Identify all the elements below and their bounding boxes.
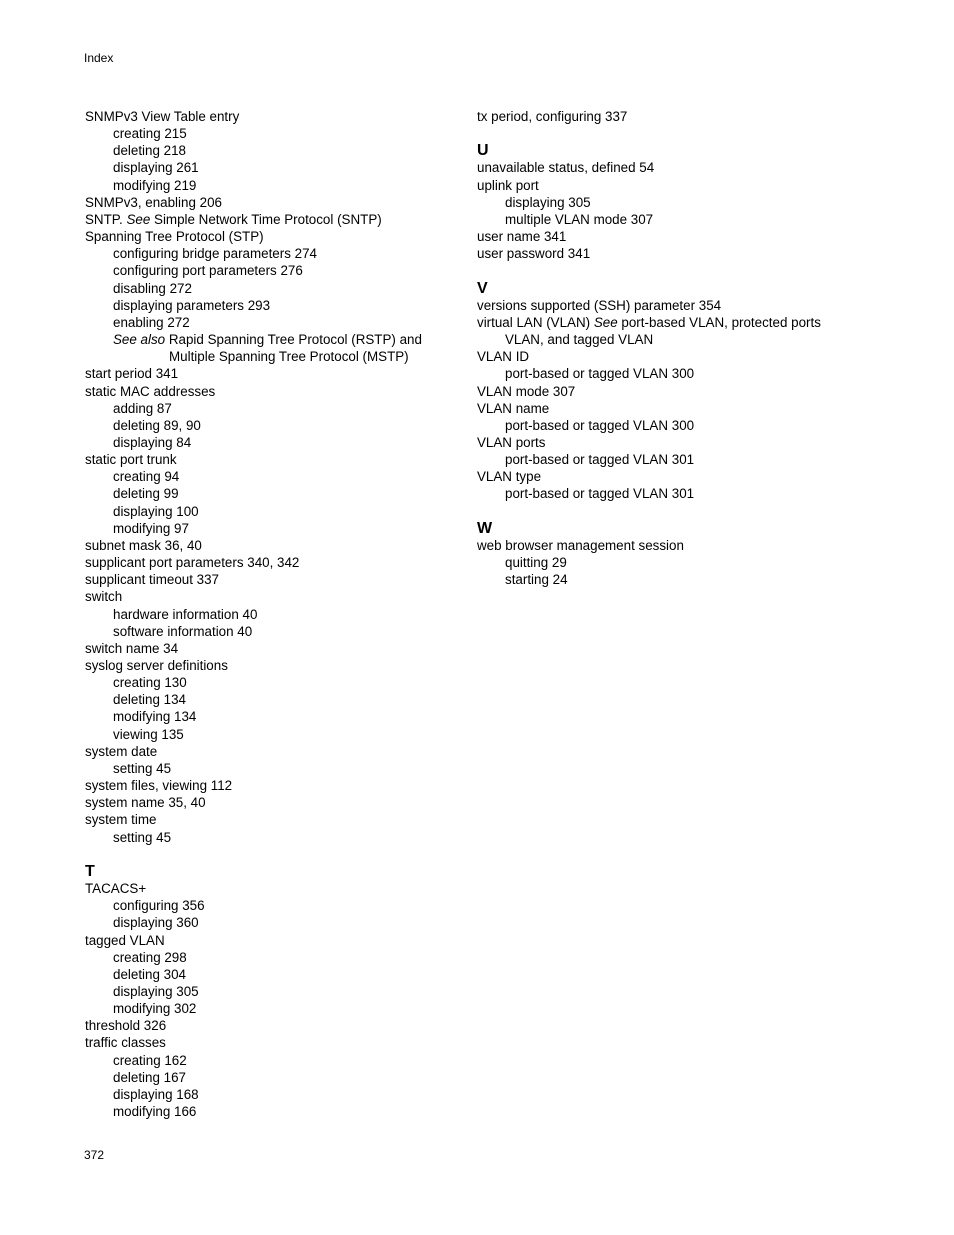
index-entry: supplicant timeout 337: [85, 572, 219, 588]
section-letter: U: [477, 142, 489, 160]
index-subentry: deleting 134: [113, 692, 186, 708]
index-entry: system time: [85, 812, 157, 828]
index-subentry: enabling 272: [113, 314, 190, 330]
index-subentry: creating 162: [113, 1052, 187, 1068]
index-subentry: adding 87: [113, 400, 172, 416]
index-entry: [85, 211, 460, 228]
index-continuation: VLAN, and tagged VLAN: [505, 332, 654, 348]
index-entry: user name 341: [477, 229, 567, 245]
index-entry: VLAN ports: [477, 434, 546, 450]
page-number: 372: [84, 1148, 105, 1162]
index-entry: VLAN type: [477, 469, 542, 485]
index-subentry: port-based or tagged VLAN 301: [505, 452, 695, 468]
index-subentry: creating 298: [113, 949, 187, 965]
index-subentry: displaying parameters 293: [113, 297, 271, 313]
index-continuation: Multiple Spanning Tree Protocol (MSTP): [169, 349, 409, 365]
see-reference: See: [593, 314, 618, 330]
index-entry: threshold 326: [85, 1018, 167, 1034]
index-column-left: [85, 108, 460, 1120]
index-entry: system name 35, 40: [85, 795, 206, 811]
index-subentry: creating 130: [113, 675, 187, 691]
index-entry: static port trunk: [85, 452, 177, 468]
index-subentry: port-based or tagged VLAN 300: [505, 417, 695, 433]
index-entry: web browser management session: [477, 537, 684, 553]
index-column-right: [477, 108, 877, 588]
see-reference: See: [126, 211, 151, 227]
index-subentry: displaying 305: [505, 194, 591, 210]
index-entry: start period 341: [85, 366, 179, 382]
cross-reference: Rapid Spanning Tree Protocol (RSTP) and: [168, 332, 422, 348]
index-subentry: port-based or tagged VLAN 301: [505, 486, 695, 502]
index-subentry: modifying 302: [113, 1001, 197, 1017]
index-entry: system date: [85, 743, 158, 759]
index-subentry: setting 45: [113, 760, 172, 776]
index-subentry: displaying 305: [113, 983, 199, 999]
index-subentry: quitting 29: [505, 555, 567, 571]
index-subentry: viewing 135: [113, 726, 184, 742]
index-subentry: deleting 218: [113, 143, 186, 159]
index-subentry: [85, 331, 460, 348]
entry-term: SNTP.: [85, 211, 123, 227]
index-entry: VLAN name: [477, 400, 550, 416]
index-subentry: creating 94: [113, 469, 180, 485]
index-entry: uplink port: [477, 177, 539, 193]
index-entry: VLAN ID: [477, 349, 530, 365]
index-entry: [477, 314, 877, 331]
index-subentry: deleting 99: [113, 486, 179, 502]
index-entry: VLAN mode 307: [477, 383, 576, 399]
index-entry: TACACS+: [85, 881, 147, 897]
index-entry: system files, viewing 112: [85, 778, 233, 794]
index-subentry: software information 40: [113, 623, 253, 639]
index-entry: Spanning Tree Protocol (STP): [85, 229, 264, 245]
index-subentry: displaying 84: [113, 434, 192, 450]
index-subentry: displaying 360: [113, 915, 199, 931]
index-entry: subnet mask 36, 40: [85, 537, 202, 553]
index-subentry: displaying 100: [113, 503, 199, 519]
index-subentry: modifying 166: [113, 1104, 197, 1120]
cross-reference: port-based VLAN, protected ports: [621, 314, 821, 330]
index-entry: switch: [85, 589, 123, 605]
section-letter: T: [85, 862, 95, 880]
index-subentry: modifying 219: [113, 177, 197, 193]
entry-term: virtual LAN (VLAN): [477, 314, 591, 330]
index-entry: tx period, configuring 337: [477, 109, 628, 124]
index-subentry: configuring bridge parameters 274: [113, 246, 317, 262]
index-subentry: configuring 356: [113, 898, 205, 914]
index-entry: static MAC addresses: [85, 383, 216, 399]
index-subentry: deleting 89, 90: [113, 417, 201, 433]
index-subentry: multiple VLAN mode 307: [505, 211, 654, 227]
index-subentry: displaying 168: [113, 1086, 199, 1102]
see-also-reference: See also: [113, 332, 166, 348]
section-letter: V: [477, 279, 488, 297]
index-entry: versions supported (SSH) parameter 354: [477, 297, 722, 313]
index-subentry: hardware information 40: [113, 606, 258, 622]
index-subentry: setting 45: [113, 829, 172, 845]
index-entry: SNMPv3 View Table entry: [85, 109, 240, 124]
running-header: Index: [84, 51, 114, 65]
index-subentry: modifying 97: [113, 520, 189, 536]
index-entry: unavailable status, defined 54: [477, 160, 655, 176]
index-subentry: disabling 272: [113, 280, 192, 296]
index-entry: traffic classes: [85, 1035, 166, 1051]
index-entry: syslog server definitions: [85, 658, 228, 673]
section-letter: W: [477, 519, 493, 537]
index-entry: user password 341: [477, 246, 591, 262]
index-subentry: displaying 261: [113, 160, 199, 176]
index-subentry: starting 24: [505, 572, 568, 588]
index-subentry: creating 215: [113, 126, 187, 142]
index-subentry: modifying 134: [113, 709, 197, 725]
index-subentry: deleting 167: [113, 1069, 186, 1085]
index-entry: SNMPv3, enabling 206: [85, 194, 222, 210]
index-entry: supplicant port parameters 340, 342: [85, 555, 300, 571]
cross-reference: Simple Network Time Protocol (SNTP): [154, 211, 382, 227]
index-subentry: configuring port parameters 276: [113, 263, 303, 279]
index-entry: switch name 34: [85, 640, 179, 656]
index-entry: tagged VLAN: [85, 932, 165, 948]
index-subentry: port-based or tagged VLAN 300: [505, 366, 695, 382]
index-subentry: deleting 304: [113, 966, 186, 982]
